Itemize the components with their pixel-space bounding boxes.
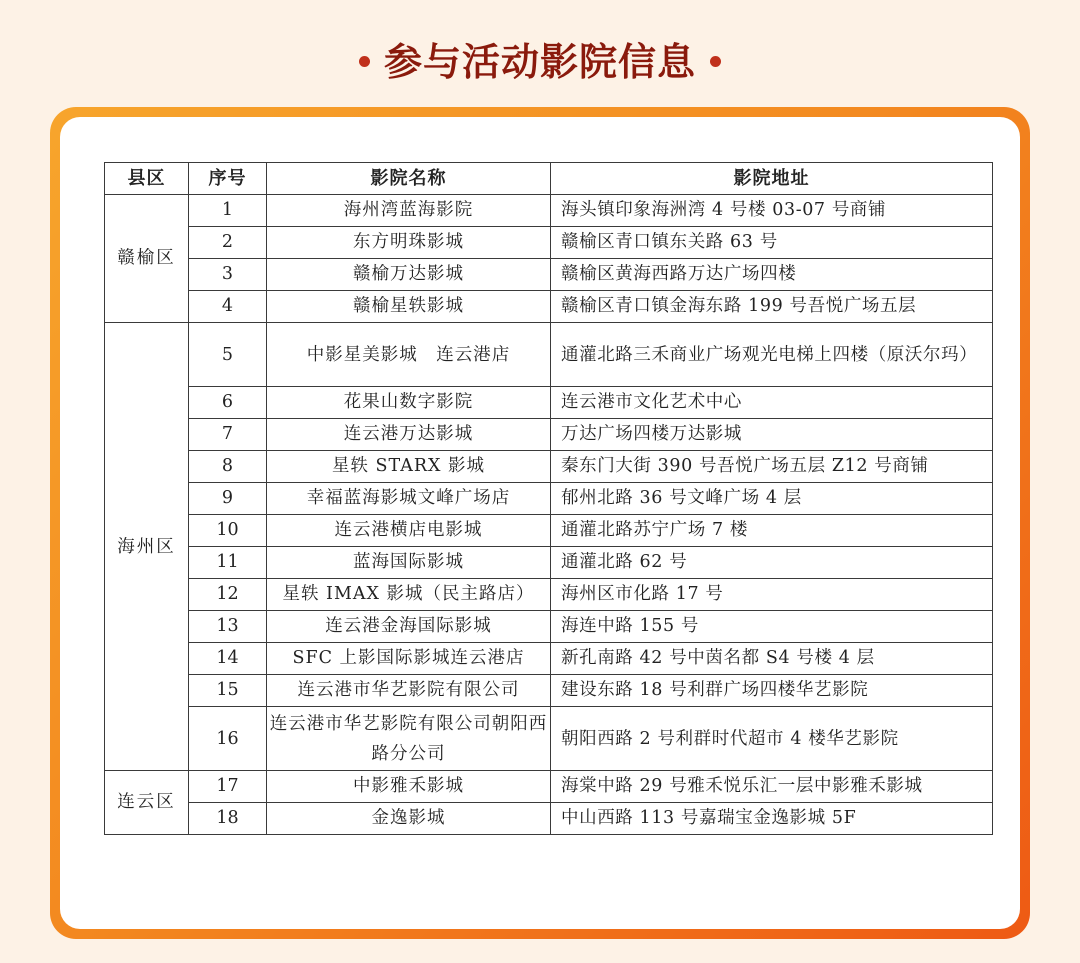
table-header-row bbox=[105, 163, 993, 195]
table-row bbox=[105, 515, 993, 547]
cinema-name: 蓝海国际影城 bbox=[267, 547, 551, 579]
cinema-address: 连云港市文化艺术中心 bbox=[551, 387, 993, 419]
cinema-name: 海州湾蓝海影院 bbox=[267, 195, 551, 227]
cinema-name: 金逸影城 bbox=[267, 803, 551, 835]
table-row bbox=[105, 387, 993, 419]
cinema-address: 海连中路 155 号 bbox=[551, 611, 993, 643]
cinema-name: 连云港市华艺影院有限公司 bbox=[267, 675, 551, 707]
cinema-address: 中山西路 113 号嘉瑞宝金逸影城 5F bbox=[551, 803, 993, 835]
table-row bbox=[105, 451, 993, 483]
row-number: 13 bbox=[189, 611, 267, 643]
cinema-address: 海头镇印象海洲湾 4 号楼 03-07 号商铺 bbox=[551, 195, 993, 227]
table-row bbox=[105, 675, 993, 707]
cinema-address: 海棠中路 29 号雅禾悦乐汇一层中影雅禾影城 bbox=[551, 771, 993, 803]
row-number: 11 bbox=[189, 547, 267, 579]
header-address: 影院地址 bbox=[551, 163, 993, 195]
cinema-address: 朝阳西路 2 号利群时代超市 4 楼华艺影院 bbox=[551, 707, 993, 771]
cinema-address: 新孔南路 42 号中茵名都 S4 号楼 4 层 bbox=[551, 643, 993, 675]
cinema-address: 通灌北路 62 号 bbox=[551, 547, 993, 579]
table-row bbox=[105, 707, 993, 771]
row-number: 9 bbox=[189, 483, 267, 515]
page-title-text: 参与活动影院信息 bbox=[383, 40, 696, 84]
row-number: 10 bbox=[189, 515, 267, 547]
row-number: 5 bbox=[189, 323, 267, 387]
row-number: 4 bbox=[189, 291, 267, 323]
table-row bbox=[105, 323, 993, 387]
table-row bbox=[105, 611, 993, 643]
header-name: 影院名称 bbox=[267, 163, 551, 195]
cinema-name: 连云港万达影城 bbox=[267, 419, 551, 451]
row-number: 2 bbox=[189, 227, 267, 259]
table-row bbox=[105, 547, 993, 579]
cinema-name: 赣榆星轶影城 bbox=[267, 291, 551, 323]
cinema-address: 秦东门大街 390 号吾悦广场五层 Z12 号商铺 bbox=[551, 451, 993, 483]
cinema-address: 赣榆区青口镇东关路 63 号 bbox=[551, 227, 993, 259]
table-row bbox=[105, 227, 993, 259]
cinema-name: 中影星美影城 连云港店 bbox=[267, 323, 551, 387]
cinema-address: 建设东路 18 号利群广场四楼华艺影院 bbox=[551, 675, 993, 707]
table-row bbox=[105, 579, 993, 611]
row-number: 6 bbox=[189, 387, 267, 419]
cinema-name: 连云港横店电影城 bbox=[267, 515, 551, 547]
cinema-name: 赣榆万达影城 bbox=[267, 259, 551, 291]
row-number: 3 bbox=[189, 259, 267, 291]
row-number: 17 bbox=[189, 771, 267, 803]
cinema-address: 通灌北路三禾商业广场观光电梯上四楼（原沃尔玛） bbox=[551, 323, 993, 387]
cinema-name: 花果山数字影院 bbox=[267, 387, 551, 419]
cinema-address: 赣榆区黄海西路万达广场四楼 bbox=[551, 259, 993, 291]
row-number: 1 bbox=[189, 195, 267, 227]
row-number: 12 bbox=[189, 579, 267, 611]
table-row bbox=[105, 771, 993, 803]
district-cell: 赣榆区 bbox=[105, 195, 189, 323]
table-row bbox=[105, 259, 993, 291]
cinema-name: 星轶 STARX 影城 bbox=[267, 451, 551, 483]
table-row bbox=[105, 803, 993, 835]
table-row bbox=[105, 643, 993, 675]
cinema-name: 幸福蓝海影城文峰广场店 bbox=[267, 483, 551, 515]
cinema-name: 连云港金海国际影城 bbox=[267, 611, 551, 643]
cinema-address: 赣榆区青口镇金海东路 199 号吾悦广场五层 bbox=[551, 291, 993, 323]
district-cell: 海州区 bbox=[105, 323, 189, 771]
row-number: 7 bbox=[189, 419, 267, 451]
row-number: 15 bbox=[189, 675, 267, 707]
cinema-name: 中影雅禾影城 bbox=[267, 771, 551, 803]
row-number: 14 bbox=[189, 643, 267, 675]
cinema-name: 星轶 IMAX 影城（民主路店） bbox=[267, 579, 551, 611]
table-row bbox=[105, 291, 993, 323]
table-row bbox=[105, 483, 993, 515]
cinema-address: 郁州北路 36 号文峰广场 4 层 bbox=[551, 483, 993, 515]
table-row bbox=[105, 195, 993, 227]
cinema-name: 连云港市华艺影院有限公司朝阳西路分公司 bbox=[267, 707, 551, 771]
row-number: 8 bbox=[189, 451, 267, 483]
cinema-name: 东方明珠影城 bbox=[267, 227, 551, 259]
bullet-dot-icon bbox=[359, 56, 370, 67]
header-number: 序号 bbox=[189, 163, 267, 195]
cinema-table bbox=[104, 162, 993, 835]
cinema-name: SFC 上影国际影城连云港店 bbox=[267, 643, 551, 675]
table-row bbox=[105, 419, 993, 451]
cinema-address: 通灌北路苏宁广场 7 楼 bbox=[551, 515, 993, 547]
cinema-address: 海州区市化路 17 号 bbox=[551, 579, 993, 611]
row-number: 16 bbox=[189, 707, 267, 771]
district-cell: 连云区 bbox=[105, 771, 189, 835]
header-district: 县区 bbox=[105, 163, 189, 195]
cinema-address: 万达广场四楼万达影城 bbox=[551, 419, 993, 451]
row-number: 18 bbox=[189, 803, 267, 835]
page-title bbox=[0, 38, 1080, 86]
bullet-dot-icon bbox=[710, 56, 721, 67]
